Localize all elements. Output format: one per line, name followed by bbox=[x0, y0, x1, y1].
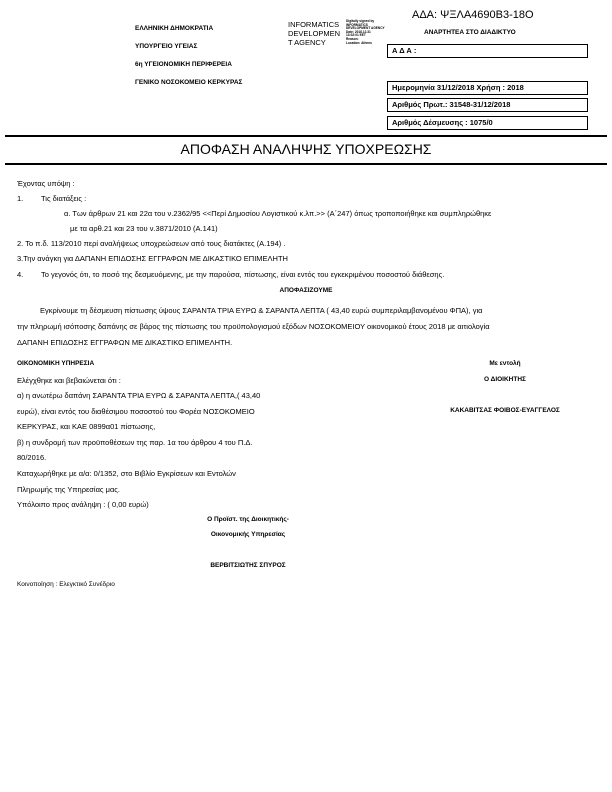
item-1a-line-1: α. Των άρθρων 21 και 22α του ν.2362/95 <<Περί Δημοσίου Λογιστικού κ.λπ.>> (Α΄247) όπως τροποποιήθηκε και συμπληρώθηκε bbox=[64, 209, 492, 218]
director-role: Ο ΔΙΟΙΚΗΤΗΣ bbox=[484, 376, 526, 383]
ada-box-label: Α Δ Α : bbox=[392, 46, 417, 55]
protocol-box-label: Αριθμός Πρωτ.: 31548-31/12/2018 bbox=[392, 100, 511, 109]
stamp-line: Digitally signed by bbox=[346, 19, 375, 23]
financial-head-title-1: Ο Προϊστ. της Διοικητικής- bbox=[207, 516, 289, 523]
item-4-text: Το γεγονός ότι, το ποσό της δεσμευόμενης, με την παρούσα, πίστωσης, είναι εντός του εγκεκριμένου ποσοστού διάθεσης. bbox=[41, 270, 445, 279]
decide-heading: ΑΠΟΦΑΣΙΖΟΥΜΕ bbox=[279, 287, 333, 294]
financial-b-line-2: 80/2016. bbox=[17, 453, 47, 462]
logo-text-3: T AGENCY bbox=[288, 38, 326, 47]
item-1-number: 1. bbox=[17, 194, 24, 203]
logo-text-1: INFORMATICS bbox=[288, 20, 340, 29]
date-box bbox=[387, 81, 588, 95]
financial-a-line-2: ευρώ), είναι εντός του διαθέσιμου ποσοστού του Φορέα ΝΟΣΟΚΟΜΕΙΟ bbox=[17, 407, 255, 416]
commitment-box bbox=[387, 116, 588, 130]
ada-code: ΑΔΑ: ΨΞΛΑ4690Β3-18Ο bbox=[412, 9, 534, 21]
title-top-rule bbox=[5, 135, 607, 137]
financial-a-line-1: α) η ανωτέρω δαπάνη ΣΑΡΑΝΤΑ ΤΡΙΑ ΕΥΡΩ & ΣΑΡΑΝΤΑ ΛΕΠΤΑ,( 43,40 bbox=[17, 391, 261, 400]
item-1-text: Τις διατάξεις : bbox=[41, 194, 87, 203]
header-region: 6η ΥΓΕΙΟΝΟΜΙΚΗ ΠΕΡΙΦΕΡΕΙΑ bbox=[135, 61, 232, 68]
item-2: 2. Το π.δ. 113/2010 περί αναλήψεως υποχρεώσεων από τους διατάκτες (Α.194) . bbox=[17, 239, 286, 248]
stamp-line: Date: 2018.12.31 bbox=[346, 29, 371, 34]
item-4-number: 4. bbox=[17, 270, 24, 279]
notification: Κοινοποίηση : Ελεγκτικό Συνέδριο bbox=[17, 581, 115, 588]
date-box-label: Ημερομηνία 31/12/2018 Χρήση : 2018 bbox=[392, 83, 524, 92]
financial-registered-line-1: Καταχωρήθηκε με α/α: 0/1352, στο Βιβλίο Εγκρίσεων και Εντολών bbox=[17, 469, 236, 478]
stamp-line: DEVELOPMENT AGENCY bbox=[346, 26, 385, 31]
digital-signature-stamp bbox=[346, 20, 385, 45]
financial-registered-line-2: Πληρωμής της Υπηρεσίας μας. bbox=[17, 485, 120, 494]
decision-line-2: την πληρωμή ισόποσης δαπάνης σε βάρος της πίστωσης του προϋπολογισμού εξόδων ΝΟΣΟΚΟΜΕΙΟΥ οικονομικού έτους 2018 με αιτιολογία bbox=[17, 322, 490, 331]
financial-remaining: Υπόλοιπο προς ανάληψη : ( 0,00 ευρώ) bbox=[17, 500, 149, 509]
logo-text-2: DEVELOPMEN bbox=[288, 29, 341, 38]
stamp-line: 13:02:01 EET bbox=[346, 33, 366, 38]
financial-b-line-1: β) η συνδρομή των προϋποθέσεων της παρ. 1α του άρθρου 4 του Π.Δ. bbox=[17, 438, 253, 447]
document-title: ΑΠΟΦΑΣΗ ΑΝΑΛΗΨΗΣ ΥΠΟΧΡΕΩΣΗΣ bbox=[180, 141, 432, 157]
stamp-line: INFORMATICS bbox=[346, 22, 368, 27]
decision-line-3: ΔΑΠΑΝΗ ΕΠΙΔΟΣΗΣ ΕΓΓΡΑΦΩΝ ΜΕ ΔΙΚΑΣΤΙΚΟ ΕΠΙΜΕΛΗΤΗ. bbox=[17, 338, 233, 347]
having-regard: Έχοντας υπόψη : bbox=[17, 179, 75, 188]
commitment-box-label: Αριθμός Δέσμευσης : 1075/0 bbox=[392, 118, 493, 127]
financial-checked: Ελέγχθηκε και βεβαιώνεται ότι : bbox=[17, 376, 121, 385]
header-hospital: ΓΕΝΙΚΟ ΝΟΣΟΚΟΜΕΙΟ ΚΕΡΚΥΡΑΣ bbox=[135, 79, 243, 86]
by-order: Με εντολή bbox=[489, 360, 521, 367]
ada-box bbox=[387, 44, 588, 58]
stamp-line: Location: Athens bbox=[346, 40, 372, 45]
financial-head-name: ΒΕΡΒΙΤΣΙΩΤΗΣ ΣΠΥΡΟΣ bbox=[210, 562, 286, 569]
director-name: ΚΑΚΑΒΙΤΣΑΣ ΦΟΙΒΟΣ-ΕΥΑΓΓΕΛΟΣ bbox=[450, 407, 560, 414]
decision-line-1: Εγκρίνουμε τη δέσμευση πίστωσης ύψους ΣΑΡΑΝΤΑ ΤΡΙΑ ΕΥΡΩ & ΣΑΡΑΝΤΑ ΛΕΠΤΑ ( 43,40 ευρώ συμπεριλαμβανομένου ΦΠΑ), για bbox=[40, 306, 483, 315]
header-greek-republic: ΕΛΛΗΝΙΚΗ ΔΗΜΟΚΡΑΤΙΑ bbox=[135, 25, 214, 32]
financial-a-line-3: ΚΕΡΚΥΡΑΣ, και ΚΑΕ 0899α01 πίστωσης, bbox=[17, 422, 156, 431]
item-1a-line-2: με τα αρθ.21 και 23 του ν.3871/2010 (Α.141) bbox=[70, 224, 218, 233]
header-ministry: ΥΠΟΥΡΓΕΙΟ ΥΓΕΙΑΣ bbox=[135, 43, 198, 50]
financial-head-title-2: Οικονομικής Υπηρεσίας bbox=[210, 531, 286, 538]
stamp-line: Reason: bbox=[346, 36, 359, 41]
financial-heading: ΟΙΚΟΝΟΜΙΚΗ ΥΠΗΡΕΣΙΑ bbox=[17, 360, 95, 367]
item-3: 3.Την ανάγκη για ΔΑΠΑΝΗ ΕΠΙΔΟΣΗΣ ΕΓΓΡΑΦΩΝ ΜΕ ΔΙΚΑΣΤΙΚΟ ΕΠΙΜΕΛΗΤΗ bbox=[17, 254, 288, 263]
protocol-box bbox=[387, 98, 588, 112]
post-online-label: ΑΝΑΡΤΗΤΕΑ ΣΤΟ ΔΙΑΔΙΚΤΥΟ bbox=[424, 29, 516, 36]
title-bottom-rule bbox=[5, 163, 607, 165]
